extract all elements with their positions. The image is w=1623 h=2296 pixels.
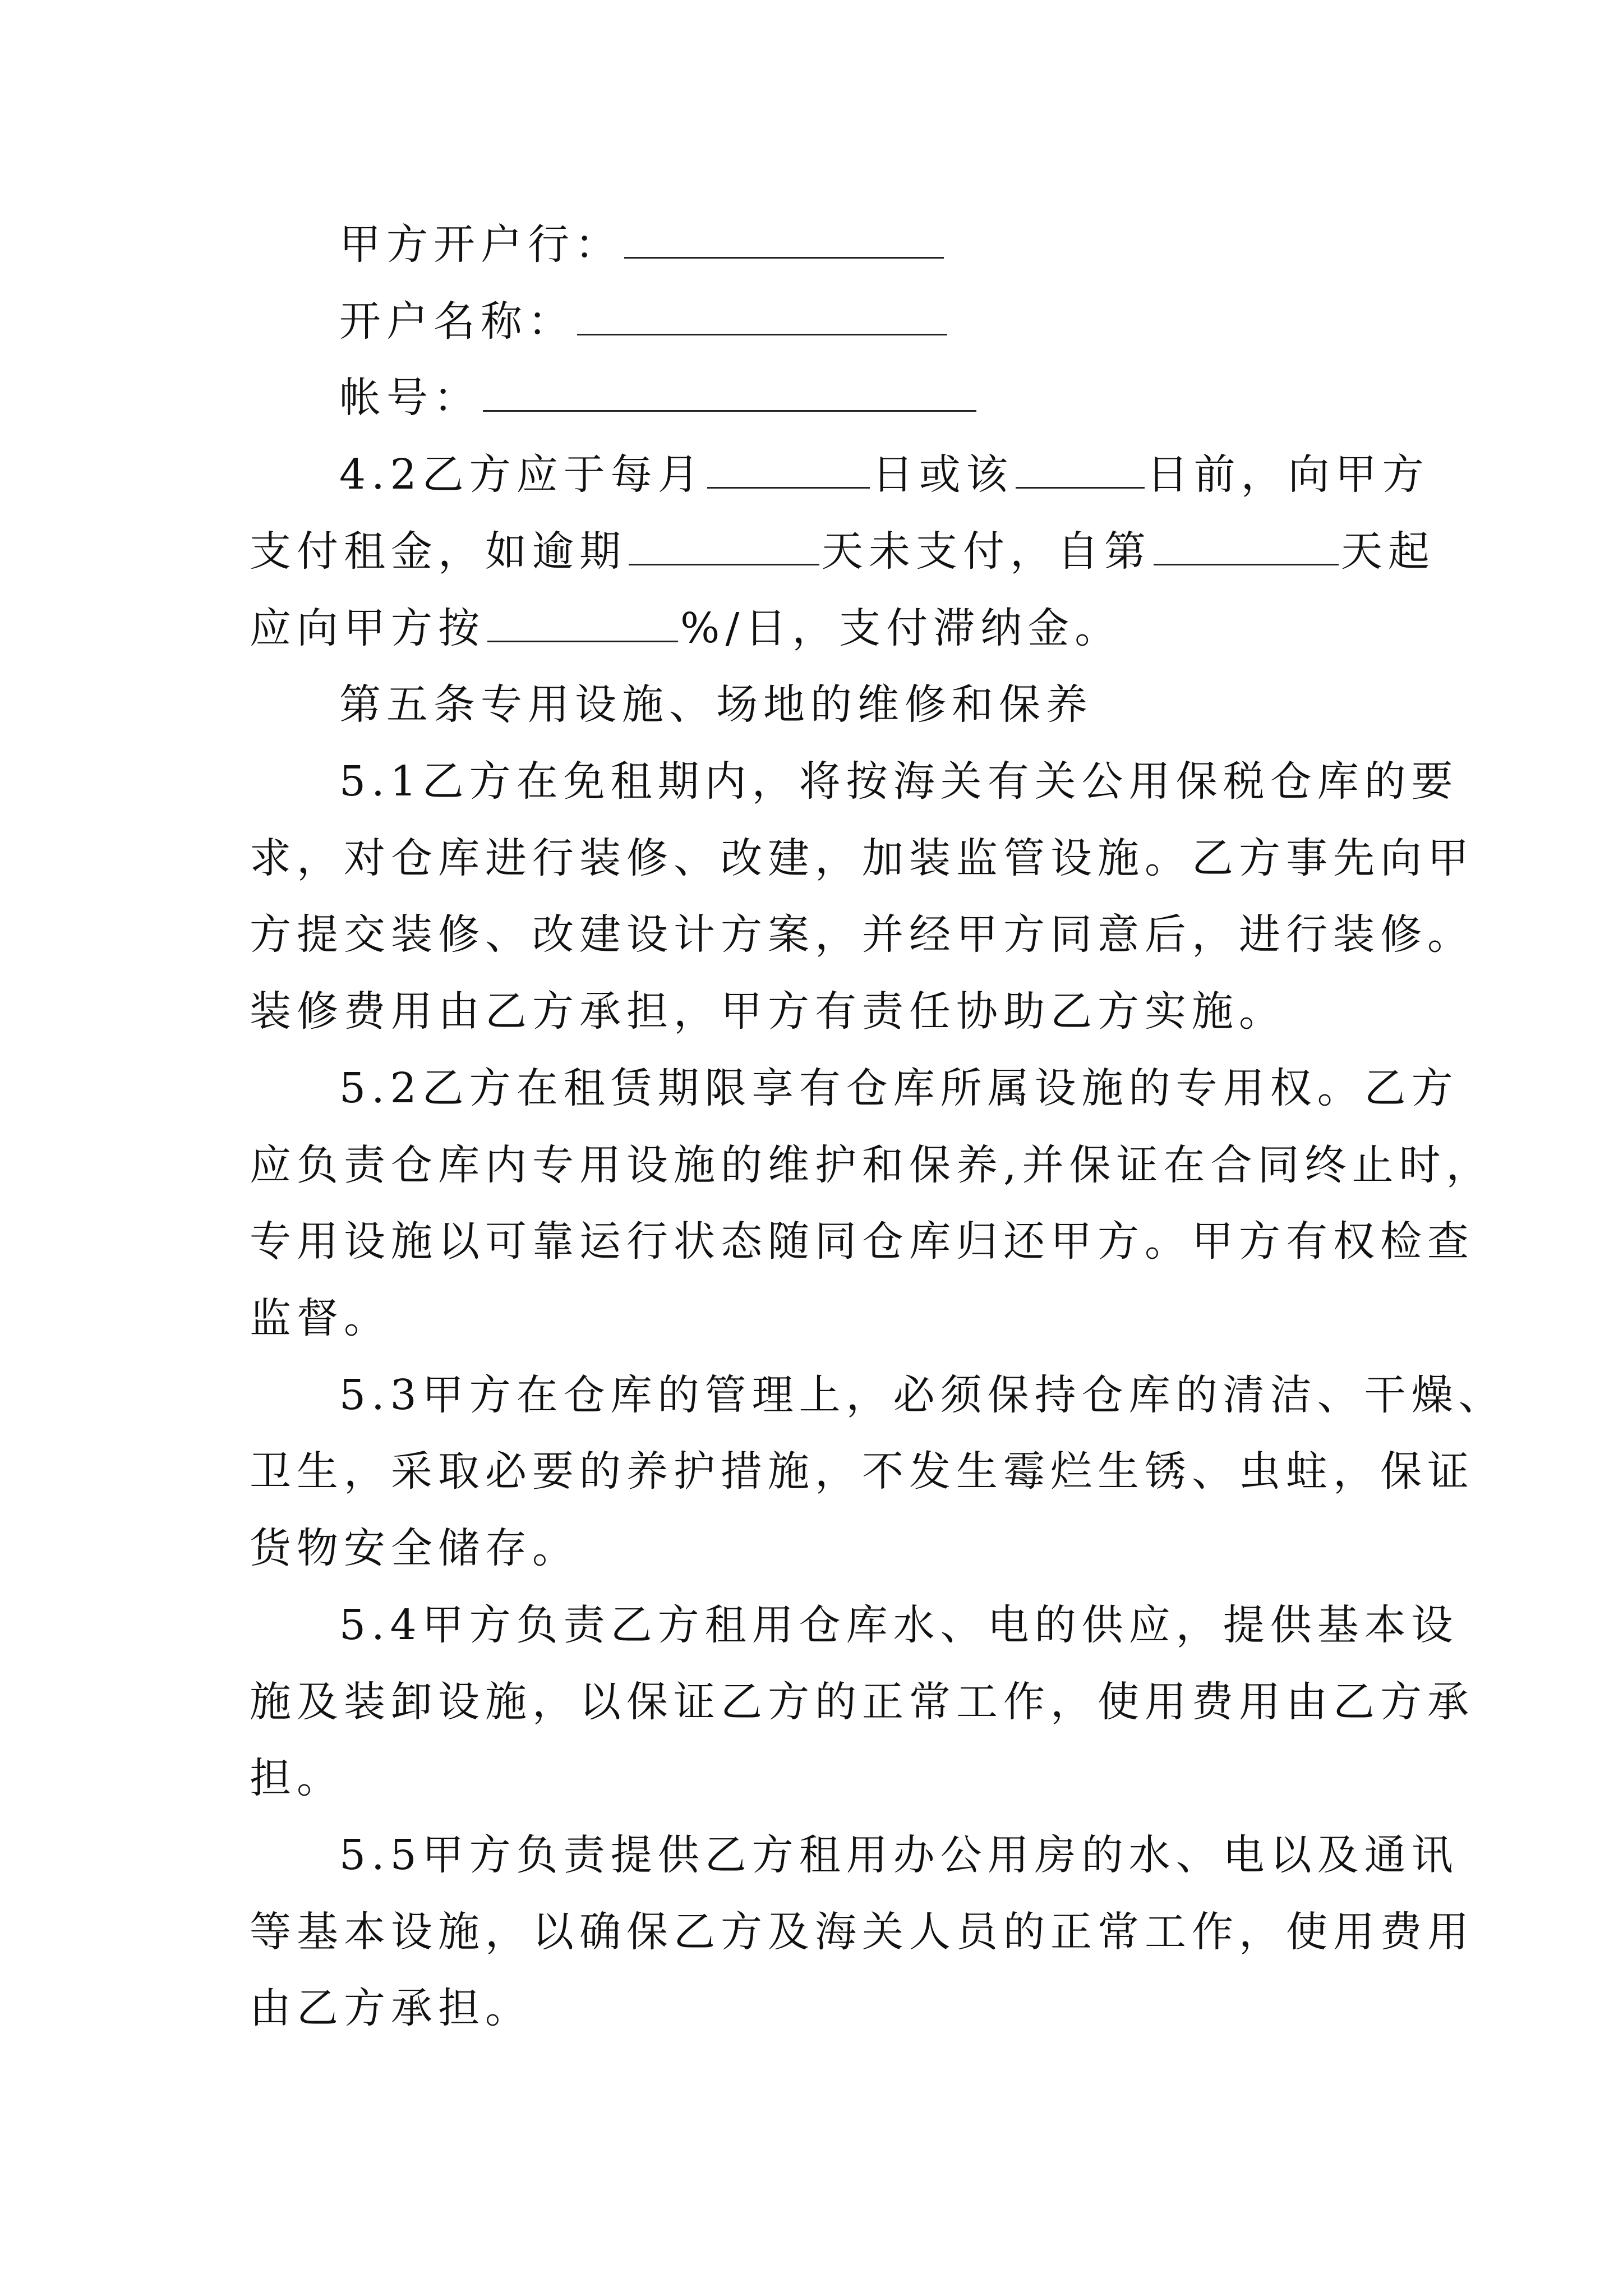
clause-5-4-line: 5.4甲方负责乙方租用仓库水、电的供应，提供基本设 [339, 1601, 1459, 1649]
account-name-blank[interactable] [577, 300, 947, 335]
clause-5-3-line: 5.3甲方在仓库的管理上，必须保持仓库的清洁、干燥、 [339, 1371, 1506, 1419]
clause-5-1-line: 方提交装修、改建设计方案，并经甲方同意后，进行装修。 [250, 910, 1474, 959]
clause-4-2-line-2 [250, 526, 1435, 577]
bank-label: 甲方开户行： [339, 220, 622, 269]
overdue-days-blank[interactable] [629, 530, 819, 565]
account-name-label: 开户名称： [339, 297, 575, 346]
clause-5-4-line: 施及装卸设施，以保证乙方的正常工作，使用费用由乙方承 [250, 1678, 1474, 1726]
account-no-label: 帐号： [339, 374, 481, 422]
clause-4-2-text-h: %/日，支付滞纳金。 [680, 604, 1122, 652]
pay-day-blank[interactable] [707, 453, 870, 489]
clause-5-2-line: 应负责仓库内专用设施的维护和保养,并保证在合同终止时， [250, 1141, 1493, 1189]
account-no-line [339, 372, 979, 424]
clause-4-2-text-c: 日前，向甲方 [1146, 450, 1430, 499]
clause-5-1-line: 装修费用由乙方承担，甲方有责任协助乙方实施。 [250, 987, 1286, 1036]
clause-5-1-line: 5.1乙方在免租期内，将按海关有关公用保税仓库的要 [339, 757, 1459, 806]
clause-5-5-line: 由乙方承担。 [250, 1984, 532, 2032]
clause-4-2-text-d: 支付租金，如逾期 [250, 527, 626, 576]
clause-5-4-line: 担。 [250, 1754, 344, 1802]
account-no-blank[interactable] [483, 376, 976, 412]
article-5-title: 第五条专用设施、场地的维修和保养 [339, 680, 1093, 729]
late-fee-rate-blank[interactable] [487, 607, 678, 642]
clause-5-1-line: 求，对仓库进行装修、改建，加装监管设施。乙方事先向甲 [250, 834, 1474, 882]
clause-5-5-line: 等基本设施，以确保乙方及海关人员的正常工作，使用费用 [250, 1908, 1474, 1956]
clause-5-3-line: 卫生，采取必要的养护措施，不发生霉烂生锈、虫蛀，保证 [250, 1447, 1474, 1496]
clause-4-2-text-g: 应向甲方按 [250, 604, 485, 652]
account-name-line [339, 296, 949, 347]
clause-5-2-line: 5.2乙方在租赁期限享有仓库所属设施的专用权。乙方 [339, 1064, 1459, 1112]
clause-5-5-line: 5.5甲方负责提供乙方租用办公用房的水、电以及通讯 [339, 1831, 1459, 1879]
start-day-blank[interactable] [1154, 530, 1339, 565]
clause-5-2-line: 监督。 [250, 1294, 391, 1342]
due-day-blank[interactable] [1016, 453, 1145, 489]
clause-4-2-line-3 [250, 602, 1122, 654]
bank-line [339, 219, 946, 270]
clause-4-2-text-f: 天起 [1341, 527, 1435, 576]
clause-4-2-text-b: 日或该 [872, 450, 1013, 499]
clause-4-2-line-1 [339, 449, 1430, 500]
clause-5-2-line: 专用设施以可靠运行状态随同仓库归还甲方。甲方有权检查 [250, 1217, 1474, 1266]
clause-5-3-line: 货物安全储存。 [250, 1524, 579, 1572]
bank-blank[interactable] [624, 223, 944, 259]
clause-4-2-text-e: 天未支付，自第 [822, 527, 1151, 576]
clause-4-2-text-a: 4.2乙方应于每月 [339, 450, 705, 499]
